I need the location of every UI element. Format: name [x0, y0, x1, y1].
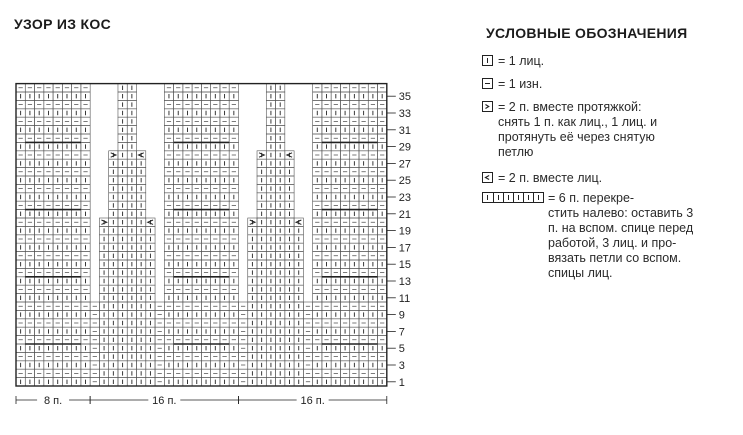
legend-item-purl [482, 77, 713, 92]
row-label: 25 [398, 175, 412, 188]
row-label: 11 [398, 292, 411, 305]
legend-title: УСЛОВНЫЕ ОБОЗНАЧЕНИЯ [486, 25, 688, 41]
row-label: 19 [398, 225, 412, 238]
row-label: 9 [398, 309, 405, 322]
row-label: 23 [398, 192, 412, 204]
legend-item-ssk [482, 100, 713, 160]
legend-text-knit: = 1 лиц. [498, 54, 545, 68]
row-label: 13 [398, 276, 412, 288]
legend-text-ssk: = 2 п. вместе протяжкой: снять 1 п. как лиц., 1 лиц. и протянуть её через снятую петлю [498, 100, 658, 159]
knit-symbol-icon [482, 55, 493, 66]
legend-item-cable [482, 191, 698, 281]
legend-text-k2tog: = 2 п. вместе лиц. [498, 171, 603, 185]
ssk-symbol-icon [482, 101, 493, 112]
row-label: 35 [398, 91, 412, 104]
purl-symbol-icon [482, 78, 493, 89]
row-label: 17 [398, 242, 412, 255]
legend-item-knit [482, 54, 713, 69]
legend-text-purl: = 1 изн. [498, 77, 543, 91]
row-label: 5 [398, 343, 405, 356]
repeat-label: 8 п. [43, 395, 63, 407]
row-label: 31 [398, 124, 412, 137]
repeat-label: 16 п. [152, 395, 177, 407]
legend-text-cable: = 6 п. перекре- стить налево: оставить 3 п. на вспом. спице перед работой, 3 лиц. и про- вязать петли со вспом. спицы лиц. [548, 191, 694, 280]
repeat-label: 16 п. [300, 395, 325, 407]
cable-6-left-icon [482, 192, 544, 203]
k2tog-symbol-icon [482, 172, 493, 183]
row-label: 27 [398, 158, 412, 171]
row-label: 3 [398, 360, 405, 372]
row-label: 15 [398, 259, 412, 272]
row-label: 21 [398, 208, 412, 221]
row-label: 1 [398, 376, 405, 389]
row-label: 29 [398, 141, 412, 154]
row-label: 33 [398, 108, 412, 120]
row-label: 7 [398, 326, 405, 339]
legend-item-k2tog [482, 171, 713, 186]
chart-title: УЗОР ИЗ КОС [14, 16, 111, 32]
